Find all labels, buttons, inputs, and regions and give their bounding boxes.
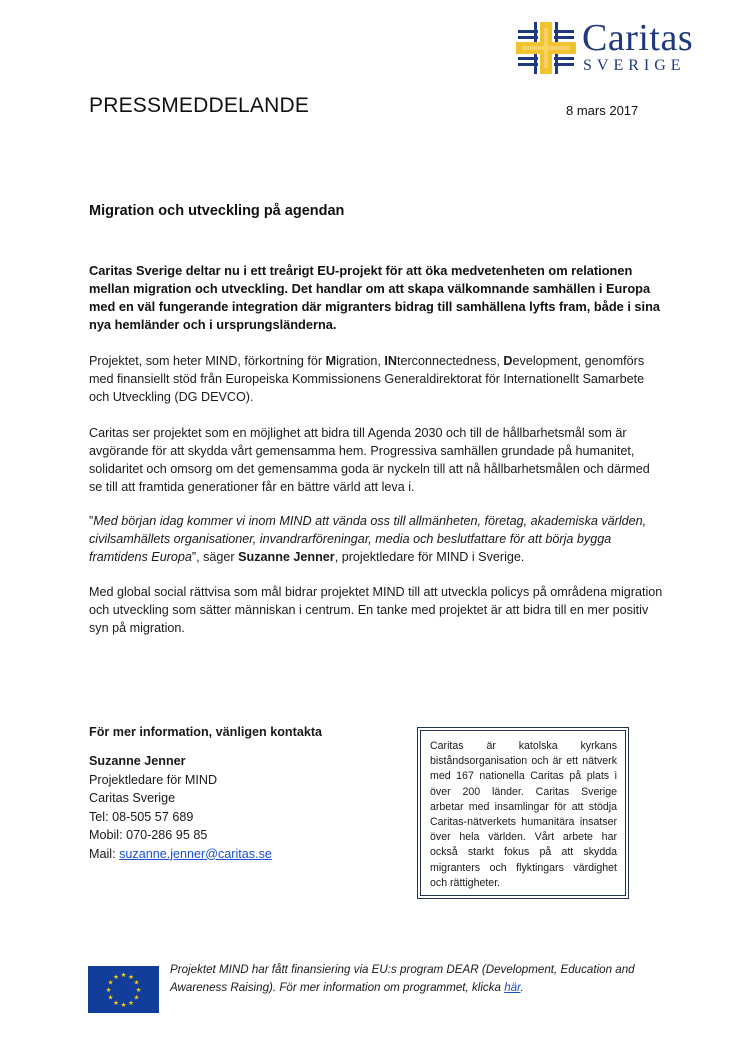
contact-mail-row bbox=[89, 845, 272, 864]
eu-funding-note bbox=[170, 961, 662, 996]
svg-text:★: ★ bbox=[120, 971, 127, 979]
acronym-in: IN bbox=[384, 354, 397, 368]
info-box bbox=[417, 727, 629, 899]
headline: Migration och utveckling på agendan bbox=[89, 203, 345, 219]
svg-text:★: ★ bbox=[113, 999, 119, 1007]
svg-text:★: ★ bbox=[128, 999, 134, 1007]
funding-text: Projektet MIND har fått finansiering via EU:s program DEAR (Development, Education and Awareness Raising). För mer information om programmet, klicka bbox=[170, 963, 635, 994]
svg-text:★: ★ bbox=[107, 993, 114, 1002]
contact-role: Projektledare för MIND bbox=[89, 772, 218, 787]
text: Projektet, som heter MIND, förkortning för bbox=[89, 354, 326, 368]
eu-flag-icon bbox=[88, 966, 159, 1013]
svg-text:★: ★ bbox=[133, 993, 140, 1002]
contact-name: Suzanne Jenner bbox=[89, 754, 186, 768]
logo-subtitle: SVERIGE bbox=[583, 57, 686, 74]
paragraph-agenda: Caritas ser projektet som en möjlighet att bidra till Agenda 2030 och till de hållbarhetsmål som är avgörande för att skydda vårt gemensamma hem. Progressiva samhällen grundade på humanitet, solidaritet och omsorg om det gemensamma goda är nyckeln till att nå hållbarhetsmålen och därmed se till att framtida generationer får en bättre värld att leva i. bbox=[89, 426, 650, 494]
svg-text:★: ★ bbox=[128, 973, 134, 981]
quote-person: Suzanne Jenner bbox=[238, 550, 335, 564]
document-date: 8 mars 2017 bbox=[566, 103, 639, 118]
text: , projektledare för MIND i Sverige. bbox=[334, 550, 525, 564]
svg-text:★: ★ bbox=[120, 1001, 127, 1009]
text: ”, säger bbox=[191, 550, 239, 564]
caritas-logo bbox=[516, 18, 716, 74]
paragraph-mind bbox=[89, 352, 663, 406]
info-box-text: Caritas är katolska kyrkans biståndsorganisation och är ett nätverk med 167 nationella Caritas på plats i över 200 länder. Caritas Sverige arbetar med insamlingar för att stödja Caritas-nätverkets humanitära insatser över hela världen. Vårt arbete har också starkt fokus på att skydda migranters och flyktingars värdighet och rättigheter. bbox=[420, 730, 626, 896]
quote-text: Med början idag kommer vi inom MIND att vända oss till allmänheten, företag, akademiska världen, civilsamhällets organisationer, invandrarföreningar, media och beslutfattare för att börja bygga framtidens Europa bbox=[89, 514, 647, 564]
acronym-d: D bbox=[503, 354, 513, 368]
svg-text:★: ★ bbox=[107, 978, 114, 987]
program-link[interactable]: här bbox=[504, 980, 521, 994]
lead-paragraph: Caritas Sverige deltar nu i ett treårigt EU-projekt för att öka medvetenheten om relationen mellan migration och utveckling. Det handlar om att skapa välkomnande samhällen i Europa med en väl fungerande integration där migranters bidrag till samhällena lyfts fram, både i sina nya hemländer och i ursprungsländerna. bbox=[89, 263, 661, 332]
quote-mark: ” bbox=[89, 514, 94, 528]
mail-link[interactable]: suzanne.jenner@caritas.se bbox=[119, 846, 272, 861]
document-type: PRESSMEDDELANDE bbox=[89, 94, 310, 117]
svg-text:★: ★ bbox=[135, 986, 142, 994]
logo-name: Caritas bbox=[582, 17, 694, 59]
text: terconnectedness, bbox=[396, 354, 504, 368]
caritas-cross-icon bbox=[516, 22, 576, 74]
svg-text:★: ★ bbox=[133, 978, 140, 987]
acronym-m: M bbox=[325, 354, 337, 368]
mail-label: Mail: bbox=[89, 846, 120, 861]
svg-text:★: ★ bbox=[105, 986, 112, 994]
contact-tel: Tel: 08-505 57 689 bbox=[89, 809, 194, 824]
svg-text:★: ★ bbox=[113, 973, 119, 981]
contact-heading: För mer information, vänligen kontakta bbox=[89, 725, 323, 739]
text: igration, bbox=[336, 354, 385, 368]
text: evelopment, genomförs med finansiellt stöd från Europeiska Kommissionens Generaldirektorat för Internationellt Samarbete och Utveckling (DG DEVCO). bbox=[89, 354, 645, 404]
funding-end: . bbox=[520, 980, 524, 994]
paragraph-quote bbox=[89, 512, 663, 566]
contact-org: Caritas Sverige bbox=[89, 791, 176, 805]
paragraph-justice: Med global social rättvisa som mål bidrar projektet MIND till att utveckla policys på områdena migration och utveckling som sätter människan i centrum. En tanke med projektet är att bidra till en mer positiv syn på migration. bbox=[89, 585, 663, 635]
contact-mobile: Mobil: 070-286 95 85 bbox=[89, 828, 208, 842]
eu-stars-icon bbox=[88, 966, 159, 1013]
contact-block bbox=[89, 752, 272, 863]
